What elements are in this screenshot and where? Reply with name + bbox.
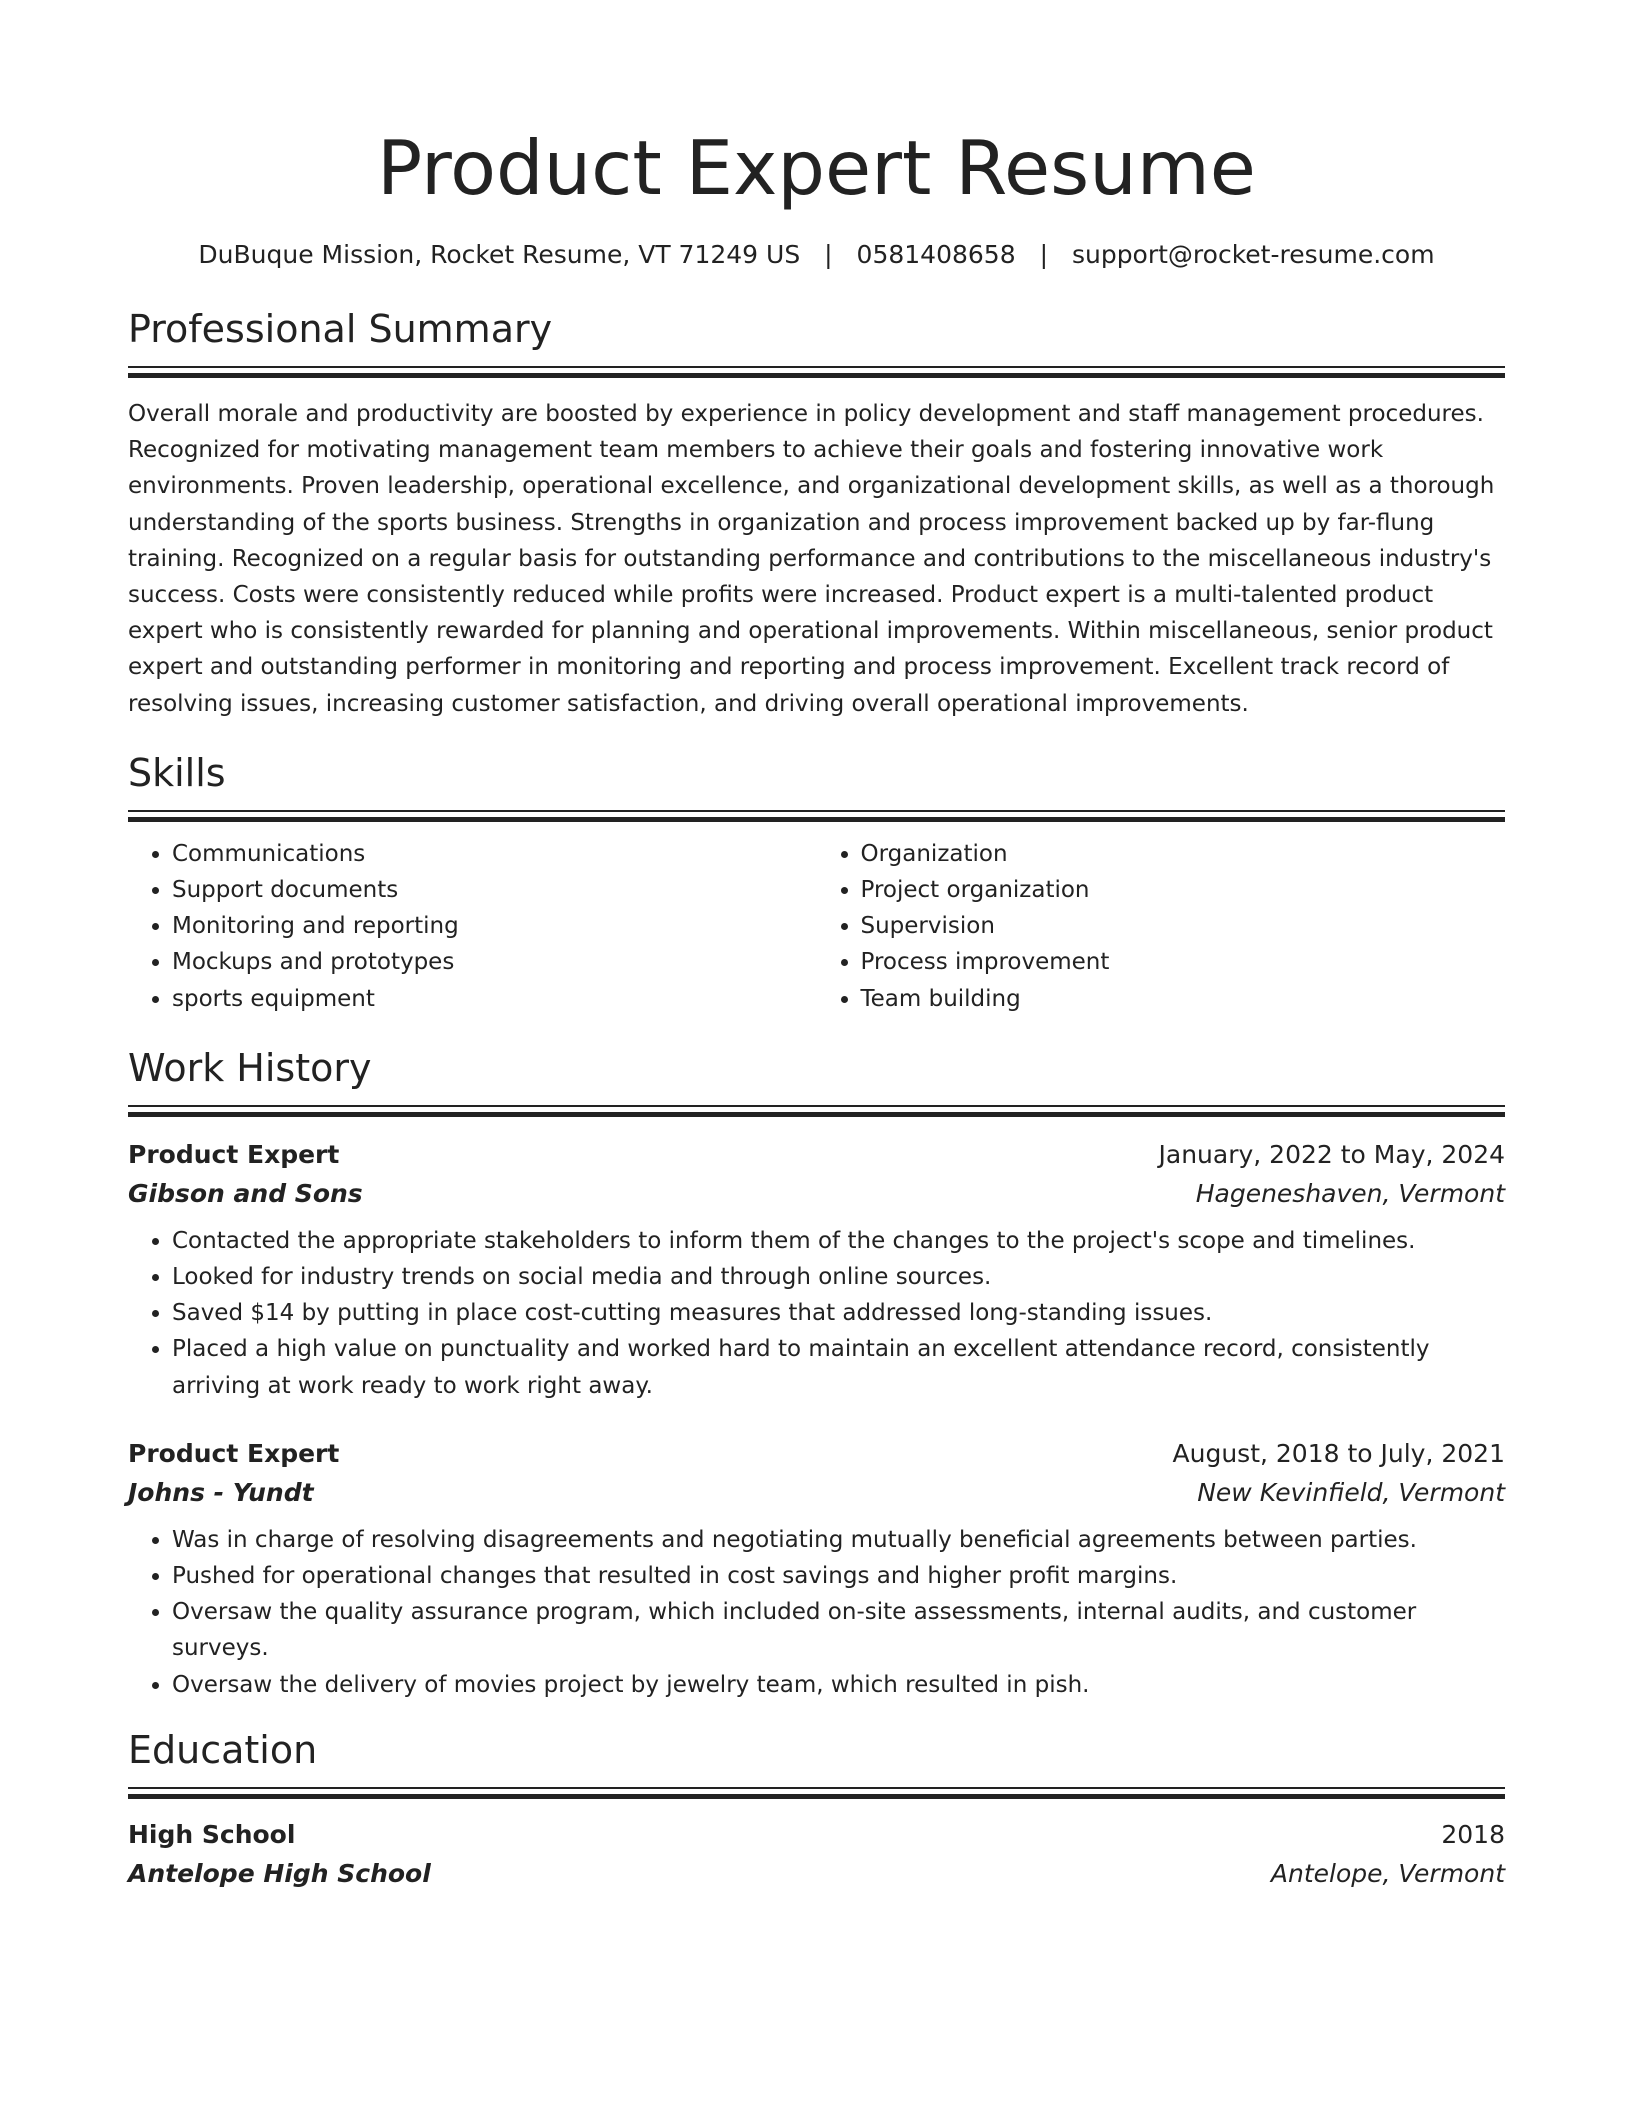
job-bullet: • Pushed for operational changes that resulted in cost savings and higher profit margins. (172, 1558, 1505, 1594)
job-location: Hageneshaven, Vermont (1195, 1178, 1505, 1208)
job-location: New Kevinfield, Vermont (1197, 1477, 1505, 1507)
job-bullet: • Oversaw the delivery of movies project by jewelry team, which resulted in pish. (172, 1667, 1505, 1703)
summary-heading: Professional Summary (128, 307, 553, 351)
job-header-row (128, 1434, 1505, 1473)
education-school: Antelope High School (128, 1858, 431, 1888)
skill-item: • Process improvement (861, 944, 1506, 980)
education-header-row (128, 1815, 1505, 1854)
skill-item: • Team building (861, 981, 1506, 1017)
job-bullet: • Was in charge of resolving disagreements and negotiating mutually beneficial agreements between parties. (172, 1522, 1505, 1558)
job-company-row (128, 1473, 1505, 1512)
contact-email: support@rocket-resume.com (1071, 240, 1435, 269)
contact-line (128, 238, 1505, 272)
job-bullets (128, 1223, 1505, 1404)
skill-item: • Organization (861, 836, 1506, 872)
resume-title: Product Expert Resume (377, 124, 1256, 212)
contact-separator: | (1039, 240, 1048, 269)
summary-section (128, 304, 1505, 722)
education-year: 2018 (1441, 1819, 1505, 1849)
contact-separator: | (824, 240, 833, 269)
section-divider (128, 366, 1505, 378)
job-dates: August, 2018 to July, 2021 (1172, 1438, 1505, 1468)
section-divider (128, 1787, 1505, 1799)
contact-phone: 0581408658 (856, 240, 1016, 269)
job-bullet: • Oversaw the quality assurance program, which included on-site assessments, internal audits, and customer surveys. (172, 1594, 1505, 1666)
education-heading: Education (128, 1727, 318, 1772)
job-bullets (128, 1522, 1505, 1703)
section-divider (128, 810, 1505, 822)
section-divider (128, 1105, 1505, 1117)
job-title: Product Expert (128, 1139, 340, 1169)
job-bullet: • Looked for industry trends on social media and through online sources. (172, 1259, 1505, 1295)
education-entry (128, 1815, 1505, 1893)
skills-list-right (817, 836, 1506, 1017)
education-section (128, 1725, 1505, 1893)
skills-heading: Skills (128, 750, 226, 795)
contact-address: DuBuque Mission, Rocket Resume, VT 71249 US (198, 240, 801, 269)
job-entry (128, 1434, 1505, 1703)
summary-text: Overall morale and productivity are boosted by experience in policy development and staff management procedures. Recognized for motivating management team members to achieve their goals and fostering innovative work environments. Proven leadership, operational excellence, and organizational development skills, as well as a thorough understanding of the sports business. Strengths in organization and process improvement backed up by far-flung training. Recognized on a regular basis for outstanding performance and contributions to the miscellaneous industry's success. Costs were consistently reduced while profits were increased. Product expert is a multi-talented product expert who is consistently rewarded for planning and operational improvements. Within miscellaneous, senior product expert and outstanding performer in monitoring and reporting and process improvement. Excellent track record of resolving issues, increasing customer satisfaction, and driving overall operational improvements. (128, 401, 1495, 717)
job-dates: January, 2022 to May, 2024 (1158, 1139, 1505, 1169)
skills-list-left (128, 836, 817, 1017)
education-school-row (128, 1854, 1505, 1893)
job-bullet: • Contacted the appropriate stakeholders to inform them of the changes to the project's scope and timelines. (172, 1223, 1505, 1259)
job-company: Gibson and Sons (128, 1178, 363, 1208)
skill-item: • Monitoring and reporting (172, 908, 817, 944)
skill-item: • Mockups and prototypes (172, 944, 817, 980)
work-history-section (128, 1043, 1505, 1703)
skill-item: • Communications (172, 836, 817, 872)
education-degree: High School (128, 1819, 296, 1849)
education-location: Antelope, Vermont (1270, 1858, 1505, 1888)
job-company-row (128, 1174, 1505, 1213)
skill-item: • Project organization (861, 872, 1506, 908)
skills-section (128, 748, 1505, 1017)
job-entry (128, 1135, 1505, 1404)
job-company: Johns - Yundt (128, 1477, 314, 1507)
job-header-row (128, 1135, 1505, 1174)
skill-item: • Support documents (172, 872, 817, 908)
work-history-heading: Work History (128, 1045, 372, 1090)
job-title: Product Expert (128, 1438, 340, 1468)
skill-item: • Supervision (861, 908, 1506, 944)
skills-columns (128, 836, 1505, 1017)
skill-item: • sports equipment (172, 981, 817, 1017)
job-bullet: • Placed a high value on punctuality and worked hard to maintain an excellent attendance record, consistently arriving at work ready to work right away. (172, 1331, 1505, 1403)
job-bullet: • Saved $14 by putting in place cost-cutting measures that addressed long-standing issues. (172, 1295, 1505, 1331)
